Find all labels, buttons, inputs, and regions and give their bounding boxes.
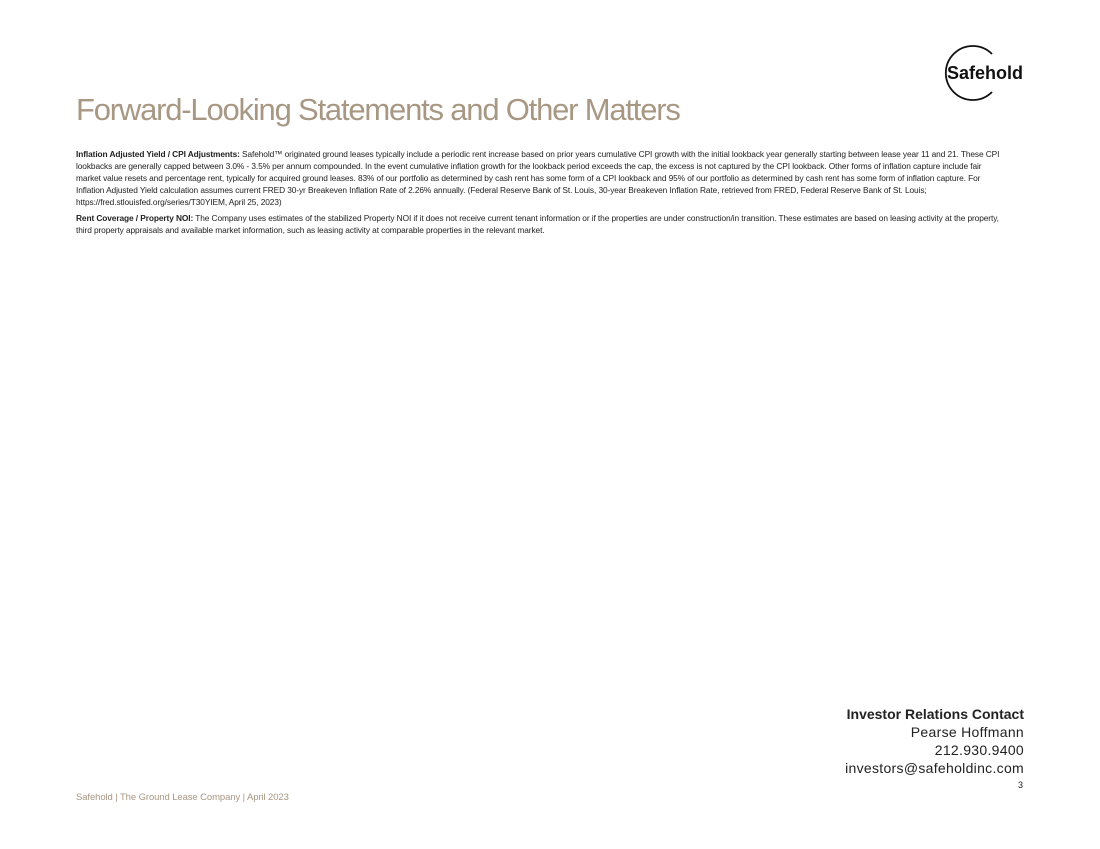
contact-phone: 212.930.9400 xyxy=(934,742,1024,758)
page-number: 3 xyxy=(1017,780,1023,790)
contact-name: Pearse Hoffmann xyxy=(910,724,1024,740)
page-title: Forward-Looking Statements and Other Matters xyxy=(76,92,680,127)
safehold-logo-mark xyxy=(939,45,1029,101)
paragraph-inflation-adjusted-yield xyxy=(76,148,1007,208)
body-text xyxy=(76,148,1036,240)
logo-wordmark: Safehold xyxy=(947,63,1024,83)
paragraph-rent-coverage xyxy=(76,212,1007,236)
contact-email: investors@safeholdinc.com xyxy=(845,760,1024,776)
paragraph-lead: Rent Coverage / Property NOI: xyxy=(76,213,194,223)
investor-relations-contact xyxy=(845,705,1024,777)
paragraph-text: Safehold™ originated ground leases typically include a periodic rent increase based on prior years cumulative CPI growth with the initial lookback year generally starting between lease year 11 and 21. These CPI lookbacks are generally capped between 3.0% - 3.5% per annum compounded. In the event cumulative inflation growth for the lookback period exceeds the cap, the excess is not captured by the CPI lookback. Other forms of inflation capture include fair market value resets and percentage rent, typically for acquired ground leases. 83% of our portfolio as determined by cash rent has some form of a CPI lookback and 95% of our portfolio as determined by cash rent has some form of inflation capture. For Inflation Adjusted Yield calculation assumes current FRED 30-yr Breakeven Inflation Rate of 2.26% annually. (Federal Reserve Bank of St. Louis, 30-year Breakeven Inflation Rate, retrieved from FRED, Federal Reserve Bank of St. Louis; https://fred.stlouisfed.org/series/T30YIEM, April 25, 2023) xyxy=(76,149,1000,207)
safehold-logo xyxy=(939,45,1024,101)
contact-heading: Investor Relations Contact xyxy=(846,706,1024,722)
paragraph-text: The Company uses estimates of the stabilized Property NOI if it does not receive current tenant information or if the properties are under construction/in transition. These estimates are based on leasing activity at the property, third property appraisals and available market information, such as leasing activity at comparable properties in the relevant market. xyxy=(76,213,999,235)
paragraph-lead: Inflation Adjusted Yield / CPI Adjustments: xyxy=(76,149,240,159)
footer: Safehold | The Ground Lease Company | April 2023 xyxy=(76,792,289,803)
